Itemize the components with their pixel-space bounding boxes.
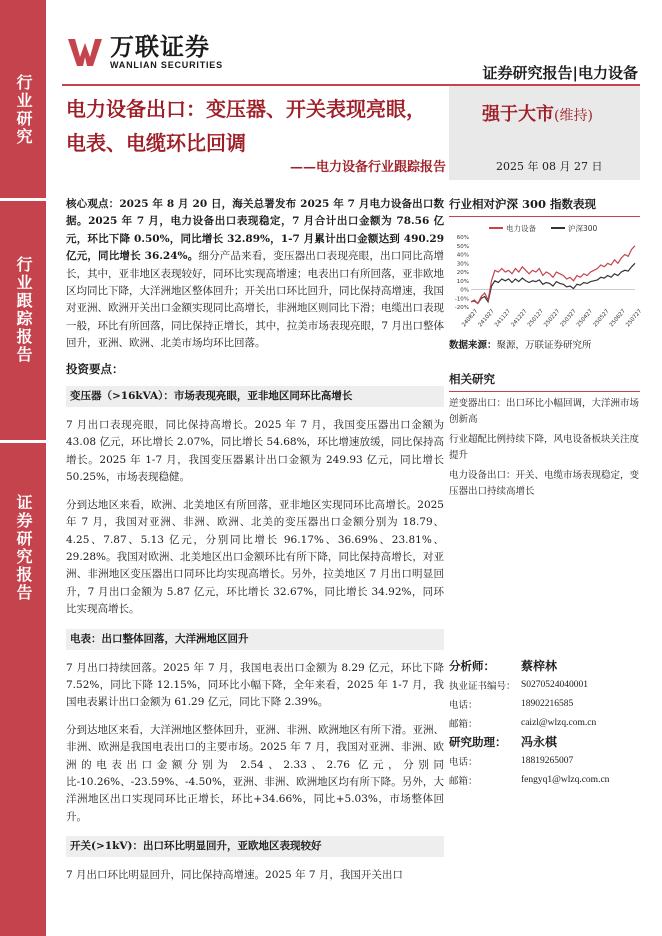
related-heading: 相关研究 <box>449 372 495 386</box>
y-tick-label: 10% <box>456 278 469 285</box>
chart-heading-rule <box>449 216 640 217</box>
side-band <box>0 0 46 936</box>
x-tick-label: 241227 <box>510 308 529 329</box>
tel2-value: 18819265007 <box>521 755 574 766</box>
x-tick-label: 241027 <box>477 308 496 329</box>
report-title: 电力设备出口：变压器、开关表现亮眼，电表、电缆环比回调 <box>66 97 426 155</box>
rating-main: 强于大市 <box>482 104 554 125</box>
investment-points-heading: 投资要点： <box>66 361 124 376</box>
section-heading-switch: 开关(>1kV)：出口环比明显回升，亚欧地区表现较好 <box>66 836 444 857</box>
x-tick-label: 250527 <box>592 308 611 329</box>
section-heading-meter: 电表：出口整体回落，大洋洲地区回升 <box>66 629 444 650</box>
assistant-name: 冯永棋 <box>521 735 558 749</box>
y-tick-label: 60% <box>456 235 469 241</box>
core-view-bold: 2025 年 8 月 20 日，海关总署发布 2025 年 7 月电力设备出口数据。2025 年 7 月，电力设备出口表现稳定，7 月合计出口金额为 78.56 亿元，环比下降 0.50%，同比增长 32.89%，1-7 月累计出口金额达到 490.29 亿元，同比增长 36.24%。 <box>66 198 445 263</box>
assistant-label: 研究助理： <box>449 734 507 749</box>
report-date: 2025 年 08 月 27 日 <box>496 160 603 173</box>
chart-heading: 行业相对沪深 300 指数表现 <box>449 197 597 211</box>
y-tick-label: 30% <box>456 261 469 268</box>
related-research <box>449 371 640 500</box>
side-divider <box>0 198 46 201</box>
x-tick-label: 241127 <box>493 308 513 329</box>
logo-w-icon <box>68 37 104 67</box>
email-label: 邮箱： <box>449 718 478 730</box>
x-tick-label: 250727 <box>625 308 644 329</box>
analyst-label: 分析师： <box>449 658 495 673</box>
side-label-securities-report: 证券研究报告 <box>14 494 33 602</box>
x-tick-label: 240827 <box>461 308 480 329</box>
series-line <box>471 263 635 303</box>
related-item[interactable]: 电力设备出口：开关、电缆市场表现稳定，变压器出口持续高增长 <box>449 470 640 497</box>
paragraph: 7 月出口环比明显回升，同比保持高增速。2025 年 7 月，我国开关出口 <box>66 869 403 882</box>
y-tick-label: -10% <box>454 296 469 303</box>
related-item[interactable]: 逆变器出口：出口环比小幅回调，大洋洲市场创新高 <box>449 398 640 425</box>
chart-svg <box>449 221 644 333</box>
logo-cn-name: 万联证券 <box>110 33 210 61</box>
right-column <box>449 196 644 500</box>
tel2-label: 电话： <box>449 756 478 768</box>
x-tick-label: 250127 <box>526 308 545 329</box>
data-source <box>449 337 640 351</box>
email2-value[interactable]: fengyq1@wlzq.com.cn <box>521 774 610 785</box>
paragraph: 7 月出口持续回落。2025 年 7 月，我国电表出口金额为 8.29 亿元，环比下降 7.52%，同比下降 12.15%，同环比小幅下降，全年来看，2025 年 1-7 月，我国电表累计出口金额为 61.29 亿元，同比下降 2.39%。 <box>66 661 444 709</box>
email-value[interactable]: caizl@wlzq.com.cn <box>521 717 597 728</box>
analyst-name: 蔡梓林 <box>521 659 558 673</box>
y-tick-label: 50% <box>456 243 469 250</box>
core-view-text: 细分产品来看，变压器出口表现亮眼，出口同比高增长，其中，亚非地区表现较好，同环比实现高增速；电表出口有所回落，亚非欧地区均同比下降，大洋洲地区整体回升；开关出口环比回升，同比保持高增速，我国对亚洲、欧洲开关出口金额实现同比高增长，非洲地区则同比下滑；电缆出口表现一般，环比有所回落，同比保持正增长，其中，拉美市场表现亮眼，7 月出口整体回升，亚洲、欧洲、北美市场均环比回落。 <box>66 250 445 350</box>
logo-en-name: WANLIAN SECURITIES <box>110 60 223 70</box>
tel-value: 18902216585 <box>521 698 574 709</box>
related-heading-rule <box>449 391 640 392</box>
x-tick-label: 250227 <box>543 308 562 329</box>
y-tick-label: -20% <box>454 305 469 311</box>
paragraph: 分到达地区来看，欧洲、北美地区有所回落，亚非地区实现同环比高增长。2025 年 7 月，我国对亚洲、非洲、欧洲、北美的变压器出口金额分别为 18.79、4.25、7.87、5.13 亿元，分别同比增长 96.17%、36.69%、23.81%、29.28%。我国对欧洲、北美地区出口金额环比有所下降，同比保持高增长，对亚洲、非洲地区变压器出口同环比均实现高增长。另外，拉美地区 7 月出口明显回升，7 月出口金额为 5.87 亿元，环比增长 32.67%，同比增长 34.92%，同环比实现高增长。 <box>66 498 444 616</box>
side-label-tracking-report: 行业跟踪报告 <box>14 256 33 364</box>
email2-label: 邮箱： <box>449 775 478 787</box>
related-item[interactable]: 行业超配比例持续下降，风电设备板块关注度提升 <box>449 434 640 461</box>
data-source-text: 聚源，万联证券研究所 <box>496 340 592 351</box>
company-logo <box>68 34 223 70</box>
cert-label: 执业证书编号： <box>449 680 516 692</box>
side-divider <box>0 440 46 443</box>
main-column <box>66 196 444 895</box>
x-tick-label: 250627 <box>608 308 627 329</box>
y-tick-label: 0% <box>460 287 469 294</box>
legend-label: 沪深300 <box>568 224 598 233</box>
core-view <box>66 196 444 353</box>
x-tick-label: 250427 <box>575 308 595 329</box>
series-line <box>471 246 635 304</box>
analyst-info <box>449 656 640 789</box>
data-source-label: 数据来源： <box>449 340 497 351</box>
cert-value: S0270524040001 <box>521 679 589 690</box>
y-tick-label: 40% <box>456 252 469 259</box>
x-tick-label: 250327 <box>559 308 578 329</box>
paragraph: 7 月出口表现亮眼，同比保持高增长。2025 年 7 月，我国变压器出口金额为 43.08 亿元，环比增长 2.07%，同比增长 54.68%，环比增速放缓，同比保持高增长。2025 年 1-7 月，我国变压器累计出口金额为 249.93 亿元，同比增长 50.25%，市场表现稳健。 <box>66 419 444 484</box>
paragraph: 分到达地区来看，大洋洲地区整体回升，亚洲、非洲、欧洲地区有所下滑。亚洲、非洲、欧洲是我国电表出口的主要市场。2025 年 7 月，我国对亚洲、非洲、欧洲的电表出口金额分别为 2.54、2.33、2.76 亿元，分别同比-10.26%、-23.59%、-4.50%，亚洲、非洲、欧洲地区均有所下降。另外，大洋洲地区出口实现同环比正增长，环比+34.66%，同比+5.03%，市场整体回升。 <box>66 723 444 823</box>
legend-label: 电力设备 <box>506 224 536 233</box>
report-subtitle: ——电力设备行业跟踪报告 <box>290 160 447 175</box>
relative-performance-chart <box>449 221 644 333</box>
y-tick-label: 20% <box>456 270 469 276</box>
report-type: 证券研究报告|电力设备 <box>482 64 638 82</box>
rating <box>482 100 593 126</box>
tel-label: 电话： <box>449 699 478 711</box>
rating-sub: (维持) <box>554 108 593 124</box>
core-view-label: 核心观点： <box>66 198 120 210</box>
side-label-industry-research: 行业研究 <box>14 74 33 146</box>
section-heading-transformer: 变压器（>16kVA）：市场表现亮眼，亚非地区同环比高增长 <box>66 386 444 407</box>
